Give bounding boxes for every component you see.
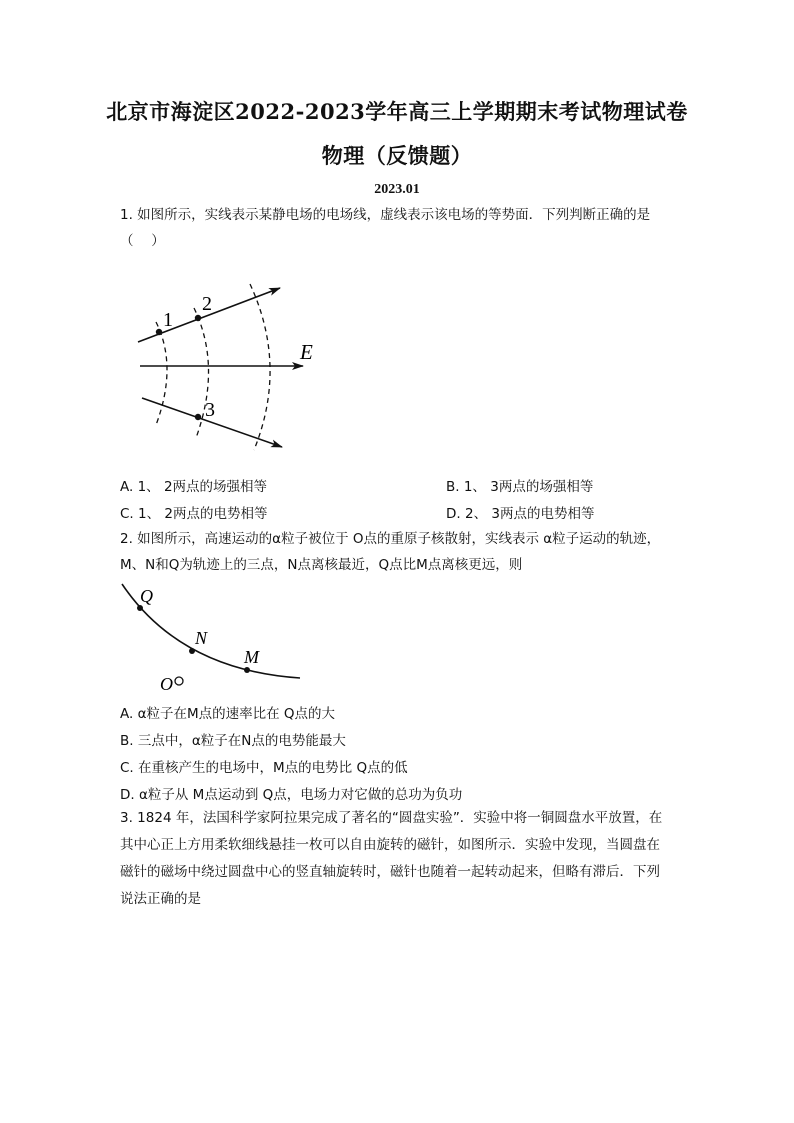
q2-option-c: C. 在重核产生的电场中，M点的电势比 Q点的低 — [120, 760, 408, 776]
q1-stem-line2: （ ） — [120, 233, 165, 249]
point-Q-label: Q — [140, 586, 153, 606]
point-M-label: M — [244, 647, 259, 667]
point-2-label: 2 — [202, 293, 212, 315]
equipotential-surface-1 — [156, 322, 167, 425]
q3-stem-line4: 说法正确的是 — [120, 891, 201, 907]
q2-stem-line1: 2. 如图所示，高速运动的α粒子被位于 O点的重原子核散射，实线表示 α粒子运动的轨迹， — [120, 531, 661, 547]
equipotential-surface-3 — [250, 284, 270, 450]
nucleus-O-label: O — [160, 674, 173, 694]
q3-stem-line3: 磁针的磁场中绕过圆盘中心的竖直轴旋转时，磁针也随着一起转动起来，但略有滞后．下列 — [120, 864, 660, 880]
document-title-line2: 物理（反馈题） — [321, 143, 473, 168]
q2-scattering-figure — [118, 580, 308, 695]
q2-option-b: B. 三点中，α粒子在N点的电势能最大 — [120, 733, 346, 749]
q1-option-d: D. 2、 3两点的电势相等 — [446, 506, 595, 522]
q1-stem-line1: 1. 如图所示，实线表示某静电场的电场线，虚线表示该电场的等势面．下列判断正确的是 — [120, 207, 651, 223]
point-3-dot — [195, 414, 201, 420]
point-3-label: 3 — [205, 399, 215, 421]
point-2-dot — [195, 315, 201, 321]
field-label-E: E — [300, 340, 313, 364]
nucleus-O-marker — [175, 677, 183, 685]
point-N-dot — [189, 648, 195, 654]
document-title-line1: 北京市海淀区2022-2023学年高三上学期期末考试物理试卷 — [106, 99, 688, 124]
q2-stem-line2: M、N和Q为轨迹上的三点，N点离核最近，Q点比M点离核更远，则 — [120, 557, 523, 573]
point-M-dot — [244, 667, 250, 673]
point-N-label: N — [195, 628, 208, 648]
point-1-dot — [156, 329, 162, 335]
q2-option-d: D. α粒子从 M点运动到 Q点，电场力对它做的总功为负功 — [120, 787, 463, 803]
q1-option-c: C. 1、 2两点的电势相等 — [120, 506, 268, 522]
q1-option-b: B. 1、 3两点的场强相等 — [446, 479, 594, 495]
q3-stem-line1: 3. 1824 年，法国科学家阿拉果完成了著名的“圆盘实验”．实验中将一铜圆盘水平放置，在 — [120, 810, 663, 826]
q2-option-a: A. α粒子在M点的速率比在 Q点的大 — [120, 706, 336, 722]
q1-option-a: A. 1、 2两点的场强相等 — [120, 479, 268, 495]
point-1-label: 1 — [163, 309, 173, 331]
document-date: 2023.01 — [374, 182, 420, 197]
q1-electric-field-figure — [120, 270, 340, 460]
q3-stem-line2: 其中心正上方用柔软细线悬挂一枚可以自由旋转的磁针，如图所示．实验中发现，当圆盘在 — [120, 837, 660, 853]
